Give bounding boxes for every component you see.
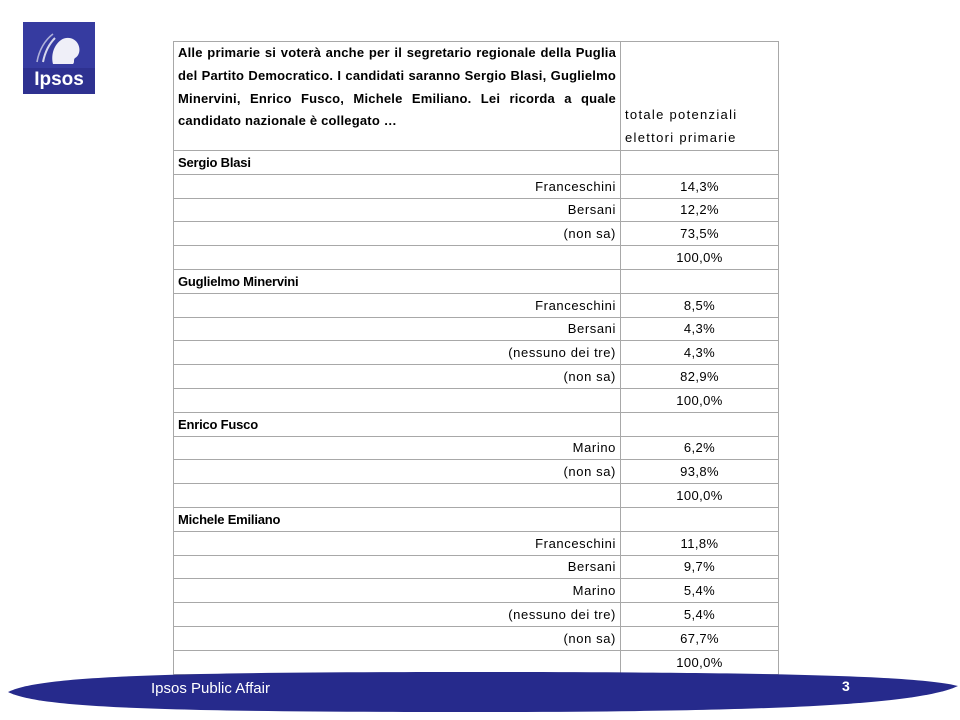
group-row — [174, 151, 779, 175]
logo-text: Ipsos — [34, 69, 84, 90]
table-row — [174, 626, 779, 650]
row-label: Marino — [174, 436, 621, 460]
row-label: Franceschini — [174, 174, 621, 198]
row-label: Bersani — [174, 555, 621, 579]
candidate-name: Guglielmo Minervini — [174, 269, 621, 293]
candidate-name: Sergio Blasi — [174, 151, 621, 175]
row-label: (nessuno dei tre) — [174, 341, 621, 365]
row-label: (non sa) — [174, 222, 621, 246]
table-row — [174, 341, 779, 365]
row-value: 73,5% — [621, 222, 779, 246]
row-label: Bersani — [174, 198, 621, 222]
total-value: 100,0% — [621, 650, 779, 674]
header-row — [174, 42, 779, 151]
row-value: 14,3% — [621, 174, 779, 198]
ipsos-logo — [23, 22, 95, 94]
row-label: Marino — [174, 579, 621, 603]
empty-cell — [174, 246, 621, 270]
candidate-name: Michele Emiliano — [174, 507, 621, 531]
row-value: 9,7% — [621, 555, 779, 579]
row-value: 5,4% — [621, 603, 779, 627]
row-value: 6,2% — [621, 436, 779, 460]
total-value: 100,0% — [621, 246, 779, 270]
row-value: 82,9% — [621, 365, 779, 389]
table-row — [174, 460, 779, 484]
table-row — [174, 531, 779, 555]
column-header: totale potenziali elettori primarie — [621, 42, 779, 151]
row-value: 4,3% — [621, 341, 779, 365]
table-row — [174, 317, 779, 341]
row-label: Bersani — [174, 317, 621, 341]
table-row — [174, 579, 779, 603]
question-text: Alle primarie si voterà anche per il segretario regionale della Puglia del Partito Democratico. I candidati saranno Sergio Blasi, Guglielmo Minervini, Enrico Fusco, Michele Emiliano. Lei ricorda a quale candidato nazionale è collegato … — [174, 42, 621, 151]
row-value: 93,8% — [621, 460, 779, 484]
total-value: 100,0% — [621, 484, 779, 508]
footer-band — [0, 672, 960, 712]
total-value: 100,0% — [621, 388, 779, 412]
table-row — [174, 222, 779, 246]
empty-cell — [621, 507, 779, 531]
row-value: 5,4% — [621, 579, 779, 603]
empty-cell — [621, 412, 779, 436]
row-value: 8,5% — [621, 293, 779, 317]
survey-table — [173, 41, 779, 675]
row-label: Franceschini — [174, 293, 621, 317]
table-row — [174, 365, 779, 389]
total-row — [174, 246, 779, 270]
group-row — [174, 507, 779, 531]
empty-cell — [621, 151, 779, 175]
total-row — [174, 484, 779, 508]
total-row — [174, 650, 779, 674]
table-row — [174, 293, 779, 317]
table-row — [174, 198, 779, 222]
group-row — [174, 269, 779, 293]
row-value: 12,2% — [621, 198, 779, 222]
candidate-name: Enrico Fusco — [174, 412, 621, 436]
row-label: Franceschini — [174, 531, 621, 555]
row-value: 11,8% — [621, 531, 779, 555]
table-row — [174, 603, 779, 627]
row-label: (non sa) — [174, 365, 621, 389]
empty-cell — [174, 484, 621, 508]
row-label: (nessuno dei tre) — [174, 603, 621, 627]
group-row — [174, 412, 779, 436]
row-value: 67,7% — [621, 626, 779, 650]
footer-text: Ipsos Public Affair — [151, 680, 270, 697]
table-row — [174, 174, 779, 198]
page-number: 3 — [842, 678, 850, 694]
empty-cell — [621, 269, 779, 293]
row-label: (non sa) — [174, 626, 621, 650]
empty-cell — [174, 650, 621, 674]
row-value: 4,3% — [621, 317, 779, 341]
row-label: (non sa) — [174, 460, 621, 484]
table-row — [174, 436, 779, 460]
total-row — [174, 388, 779, 412]
empty-cell — [174, 388, 621, 412]
table-row — [174, 555, 779, 579]
